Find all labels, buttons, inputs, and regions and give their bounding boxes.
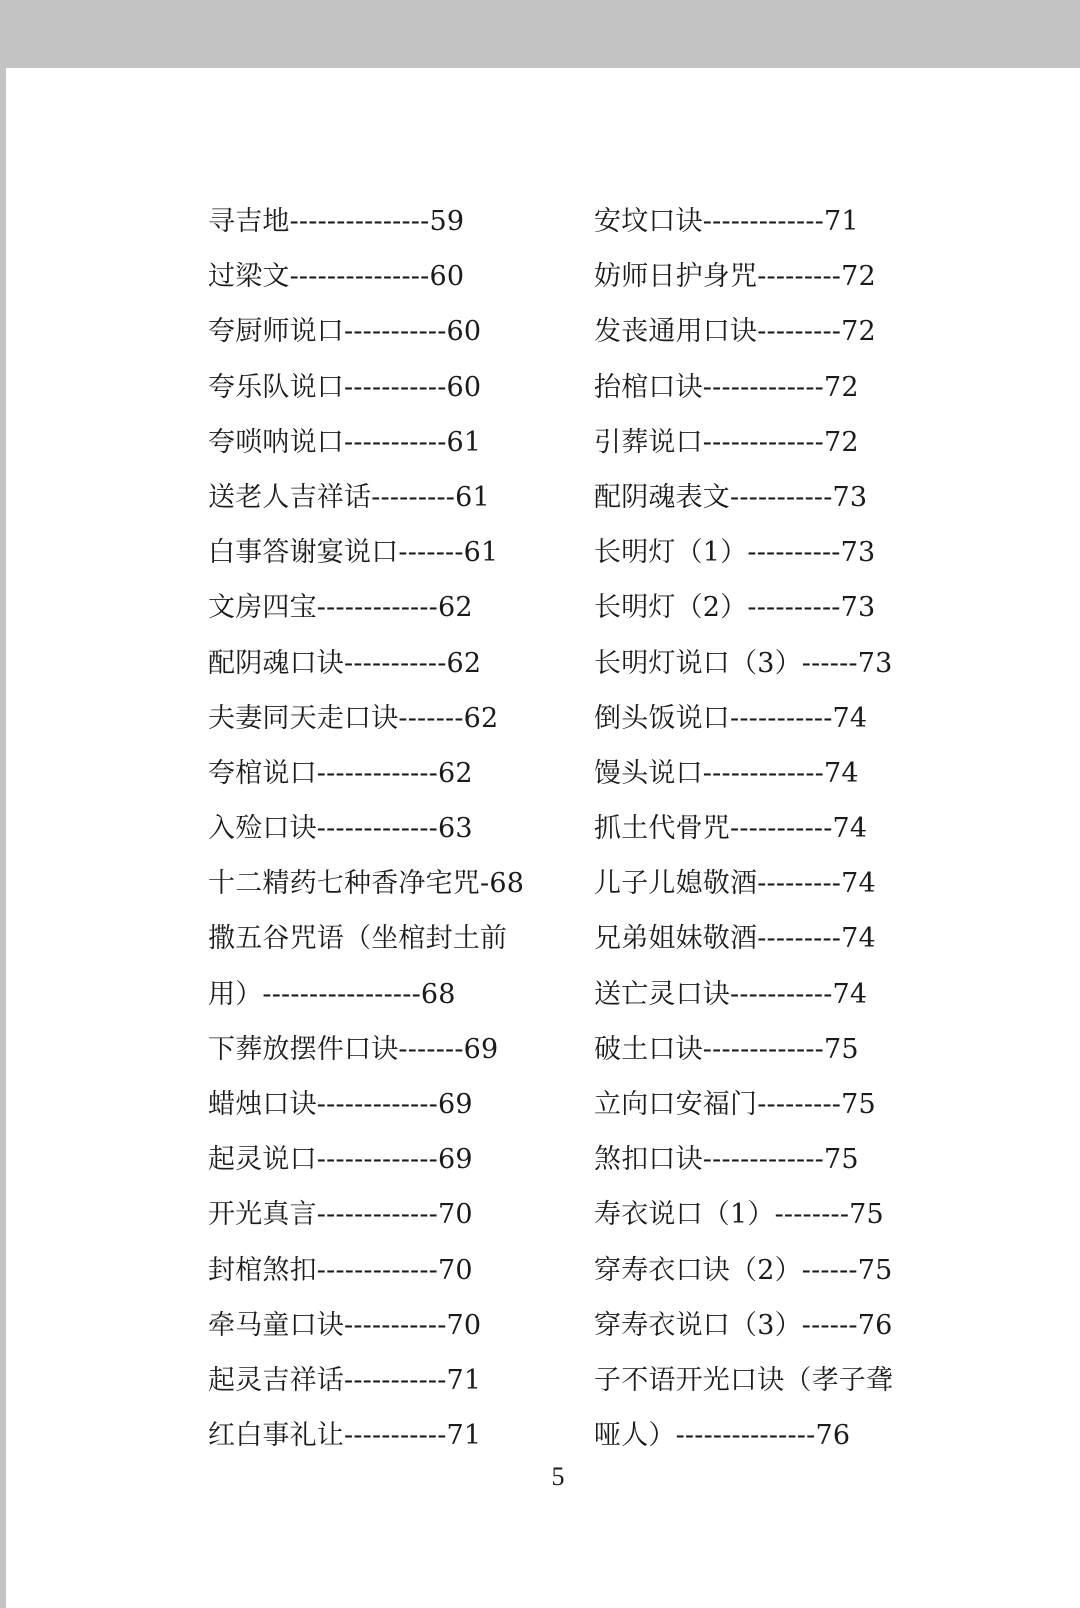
toc-entry: 开光真言-------------70	[208, 1199, 473, 1231]
toc-entry: 长明灯（1）----------73	[594, 537, 876, 569]
toc-entry: 送亡灵口诀-----------74	[594, 978, 868, 1010]
toc-entry: 立向口安福门---------75	[594, 1089, 876, 1120]
toc-entry: 十二精药七种香净宅咒-68	[208, 868, 525, 900]
toc-left-column	[208, 194, 543, 1463]
toc-entry: 文房四宝-------------62	[208, 592, 473, 624]
toc-entry: 哑人）---------------76	[594, 1420, 851, 1452]
toc-entry: 封棺煞扣-------------70	[208, 1254, 473, 1286]
toc-entry: 破土口诀-------------75	[594, 1033, 859, 1065]
toc-entry: 送老人吉祥话---------61	[208, 481, 490, 513]
toc-entry: 牵马童口诀-----------70	[208, 1309, 482, 1341]
toc-entry: 安坟口诀-------------71	[594, 206, 859, 237]
toc-entry: 夸棺说口-------------62	[208, 757, 473, 789]
toc-entry: 妨师日护身咒---------72	[594, 261, 876, 293]
toc-entry: 倒头饭说口-----------74	[594, 702, 868, 734]
toc-entry: 过梁文---------------60	[208, 261, 465, 293]
toc-entry: 子不语开光口诀（孝子聋	[594, 1364, 894, 1396]
toc-entry: 穿寿衣口诀（2）------75	[594, 1254, 893, 1286]
toc-entry: 撒五谷咒语（坐棺封土前	[208, 923, 508, 955]
toc-entry: 引葬说口-------------72	[594, 426, 859, 458]
toc-entry: 起灵吉祥话-----------71	[208, 1364, 482, 1396]
page-number: 5	[551, 1462, 565, 1491]
toc-entry: 下葬放摆件口诀-------69	[208, 1033, 499, 1065]
toc-entry: 红白事礼让-----------71	[208, 1420, 482, 1452]
toc-right-column	[594, 194, 930, 1463]
toc-entry: 夸厨师说口-----------60	[208, 316, 482, 348]
toc-entry: 寻吉地---------------59	[208, 206, 465, 237]
toc-entry: 兄弟姐妹敬酒---------74	[594, 923, 876, 955]
toc-entry: 配阴魂口诀-----------62	[208, 647, 482, 679]
toc-entry: 用）-----------------68	[208, 978, 456, 1010]
toc-entry: 煞扣口诀-------------75	[594, 1144, 859, 1176]
toc-entry: 儿子儿媳敬酒---------74	[594, 868, 876, 900]
toc-entry: 馒头说口-------------74	[594, 757, 859, 789]
toc-entry: 发丧通用口诀---------72	[594, 316, 876, 348]
toc-entry: 抓土代骨咒-----------74	[594, 813, 868, 845]
toc-entry: 白事答谢宴说口-------61	[208, 537, 499, 569]
toc-entry: 长明灯（2）----------73	[594, 592, 876, 624]
toc-entry: 穿寿衣说口（3）------76	[594, 1309, 893, 1341]
toc-entry: 夫妻同天走口诀-------62	[208, 702, 499, 734]
toc-entry: 起灵说口-------------69	[208, 1144, 473, 1176]
toc-entry: 蜡烛口诀-------------69	[208, 1089, 473, 1120]
toc-entry: 夸乐队说口-----------60	[208, 371, 482, 403]
toc-entry: 入殓口诀-------------63	[208, 813, 473, 845]
toc-entry: 夸唢呐说口-----------61	[208, 426, 482, 458]
toc-entry: 抬棺口诀-------------72	[594, 371, 859, 403]
toc-entry: 寿衣说口（1）--------75	[594, 1199, 884, 1231]
toc-entry: 配阴魂表文-----------73	[594, 481, 868, 513]
toc-entry: 长明灯说口（3）------73	[594, 647, 893, 679]
